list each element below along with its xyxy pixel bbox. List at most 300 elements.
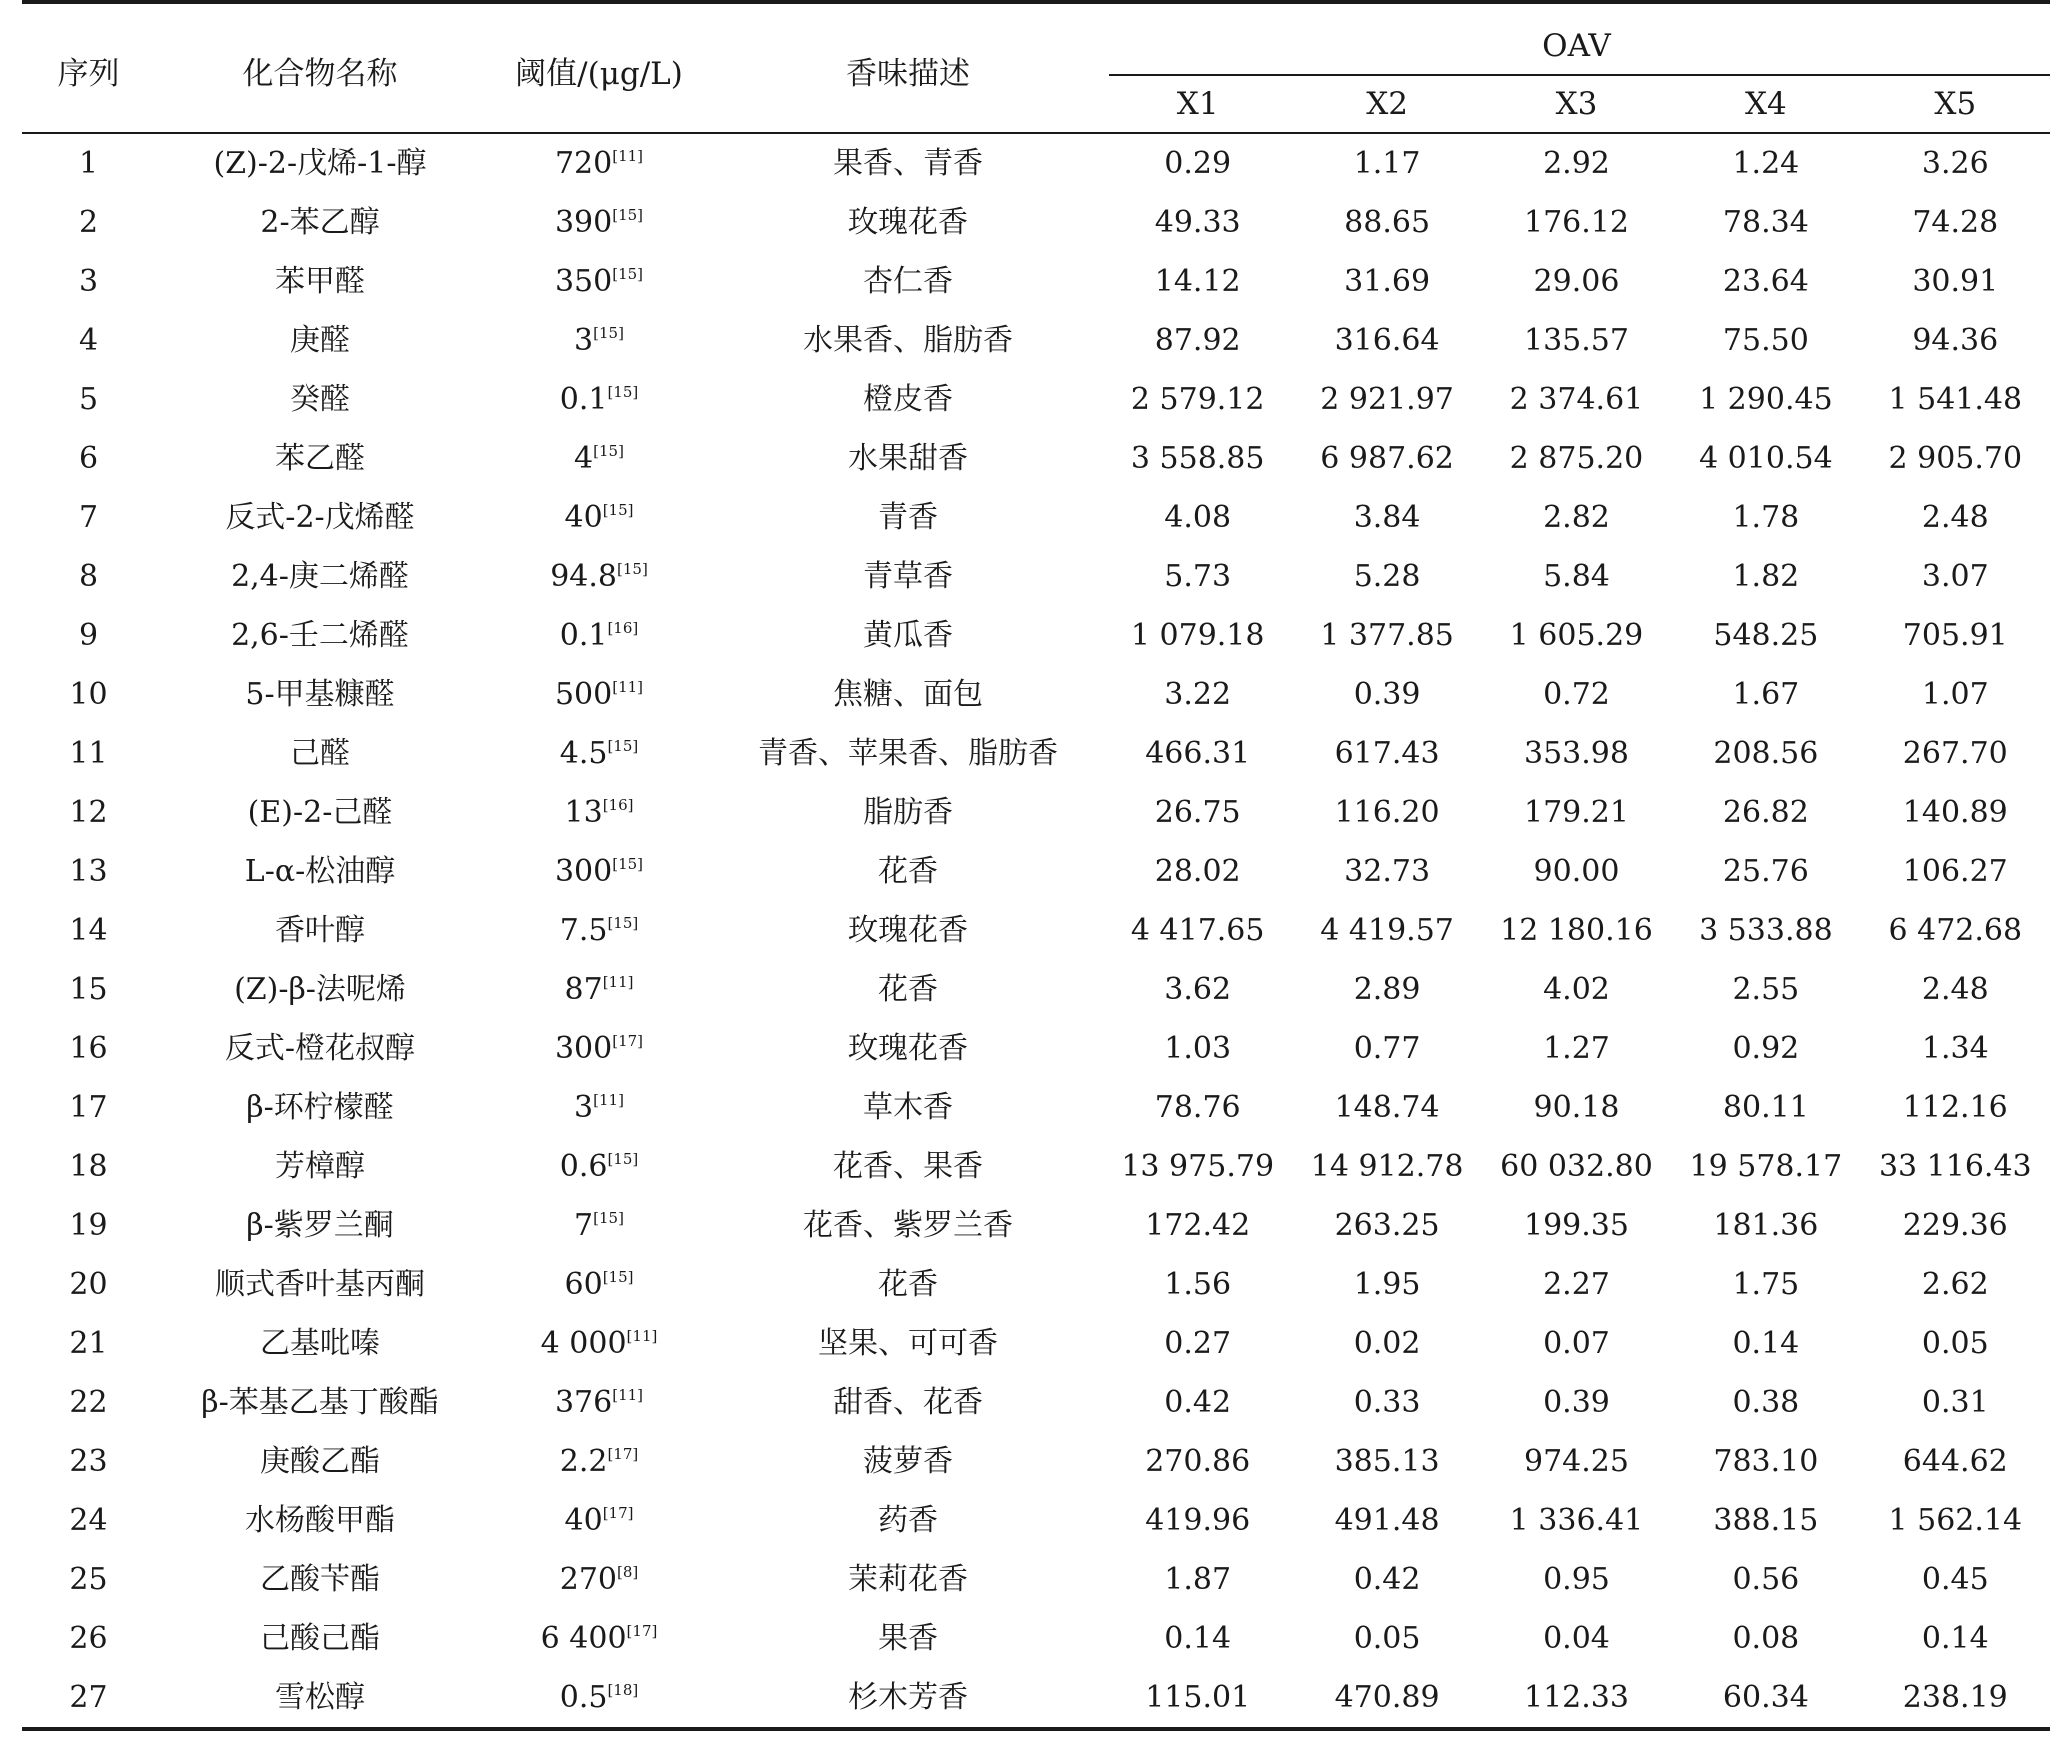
cell-threshold bbox=[485, 370, 713, 429]
threshold-value: 0.5 bbox=[559, 1679, 608, 1715]
threshold-value: 300 bbox=[554, 1030, 613, 1066]
cell-oav-x1: 4.08 bbox=[1164, 499, 1232, 535]
cell-oav-x4: 1.82 bbox=[1732, 558, 1800, 594]
threshold-value: 0.6 bbox=[559, 1148, 608, 1184]
threshold-value: 350 bbox=[554, 263, 613, 299]
table-row bbox=[22, 133, 2050, 193]
cell-threshold bbox=[485, 1432, 713, 1491]
threshold-value: 500 bbox=[554, 676, 613, 712]
cell-threshold bbox=[485, 252, 713, 311]
threshold-value: 7 bbox=[574, 1207, 594, 1243]
cell-compound-name: 癸醛 bbox=[290, 381, 350, 417]
cell-aroma: 水果甜香 bbox=[848, 440, 968, 476]
cell-oav-x3: 0.95 bbox=[1543, 1561, 1610, 1597]
cell-oav-x4: 19 578.17 bbox=[1689, 1148, 1843, 1184]
cell-oav-x2: 0.05 bbox=[1353, 1620, 1421, 1656]
cell-oav-x3: 2.27 bbox=[1543, 1266, 1610, 1302]
cell-compound-name: 5-甲基糠醛 bbox=[245, 676, 395, 712]
cell-oav-x4: 75.50 bbox=[1722, 322, 1809, 358]
cell-compound-name: (E)-2-己醛 bbox=[247, 794, 393, 830]
table-row bbox=[22, 1668, 2050, 1729]
threshold-value: 94.8 bbox=[550, 558, 617, 594]
table-row bbox=[22, 1019, 2050, 1078]
cell-oav-x5: 644.62 bbox=[1902, 1443, 2008, 1479]
cell-oav-x4: 0.92 bbox=[1732, 1030, 1800, 1066]
cell-oav-x3: 60 032.80 bbox=[1500, 1148, 1653, 1184]
cell-threshold bbox=[485, 842, 713, 901]
threshold-value: 4 bbox=[574, 440, 594, 476]
cell-aroma: 青草香 bbox=[863, 558, 953, 594]
cell-compound-name: 庚酸乙酯 bbox=[260, 1443, 380, 1479]
cell-threshold bbox=[485, 1550, 713, 1609]
cell-oav-x2: 0.39 bbox=[1353, 676, 1421, 712]
cell-threshold bbox=[485, 1137, 713, 1196]
table-row bbox=[22, 665, 2050, 724]
cell-threshold bbox=[485, 606, 713, 665]
header-oav-group bbox=[1103, 2, 2050, 76]
cell-oav-x3: 0.72 bbox=[1543, 676, 1610, 712]
cell-oav-x2: 1.17 bbox=[1353, 145, 1421, 181]
cell-oav-x1: 26.75 bbox=[1154, 794, 1241, 830]
cell-oav-x1: 1.87 bbox=[1164, 1561, 1232, 1597]
table-row bbox=[22, 1196, 2050, 1255]
cell-seq: 17 bbox=[69, 1089, 108, 1125]
cell-threshold bbox=[485, 960, 713, 1019]
cell-compound-name: 水杨酸甲酯 bbox=[245, 1502, 395, 1538]
cell-oav-x3: 2.82 bbox=[1543, 499, 1610, 535]
cell-seq: 14 bbox=[69, 912, 108, 948]
threshold-value: 7.5 bbox=[559, 912, 608, 948]
cell-oav-x4: 1.67 bbox=[1732, 676, 1800, 712]
cell-compound-name: 苯乙醛 bbox=[275, 440, 365, 476]
cell-seq: 26 bbox=[69, 1620, 108, 1656]
reference-marker: [11] bbox=[612, 146, 644, 165]
cell-oav-x5: 140.89 bbox=[1902, 794, 2008, 830]
cell-oav-x4: 80.11 bbox=[1722, 1089, 1809, 1125]
reference-marker: [16] bbox=[602, 795, 634, 814]
cell-oav-x3: 179.21 bbox=[1523, 794, 1629, 830]
oav-table-container bbox=[22, 0, 2050, 1731]
table-row bbox=[22, 1432, 2050, 1491]
cell-oav-x5: 0.05 bbox=[1921, 1325, 1989, 1361]
header-oav-x1: X1 bbox=[1103, 76, 1292, 133]
cell-oav-x5: 267.70 bbox=[1902, 735, 2008, 771]
cell-seq: 23 bbox=[69, 1443, 108, 1479]
cell-oav-x1: 1.03 bbox=[1164, 1030, 1232, 1066]
cell-oav-x4: 181.36 bbox=[1713, 1207, 1819, 1243]
cell-compound-name: (Z)-β-法呢烯 bbox=[234, 971, 406, 1007]
cell-oav-x4: 0.38 bbox=[1732, 1384, 1800, 1420]
threshold-value: 40 bbox=[564, 499, 603, 535]
cell-oav-x2: 2.89 bbox=[1353, 971, 1421, 1007]
cell-oav-x4: 1.75 bbox=[1732, 1266, 1800, 1302]
cell-aroma: 杏仁香 bbox=[863, 263, 953, 299]
reference-marker: [15] bbox=[593, 441, 624, 460]
cell-seq: 7 bbox=[78, 499, 99, 535]
cell-oav-x4: 1.24 bbox=[1732, 145, 1800, 181]
cell-oav-x3: 176.12 bbox=[1523, 204, 1629, 240]
header-oav-x4: X4 bbox=[1671, 76, 1860, 133]
cell-oav-x1: 4 417.65 bbox=[1130, 912, 1265, 948]
table-row bbox=[22, 842, 2050, 901]
header-aroma: 香味描述 bbox=[713, 2, 1103, 133]
header-oav-label: OAV bbox=[1542, 27, 1611, 64]
cell-compound-name: (Z)-2-戊烯-1-醇 bbox=[213, 145, 427, 181]
cell-oav-x5: 106.27 bbox=[1902, 853, 2008, 889]
cell-threshold bbox=[485, 133, 713, 193]
cell-oav-x4: 0.56 bbox=[1732, 1561, 1800, 1597]
reference-marker: [11] bbox=[593, 1090, 624, 1109]
threshold-value: 0.1 bbox=[559, 617, 608, 653]
threshold-value: 390 bbox=[554, 204, 613, 240]
cell-oav-x2: 1.95 bbox=[1353, 1266, 1421, 1302]
cell-oav-x3: 2.92 bbox=[1543, 145, 1610, 181]
table-row bbox=[22, 783, 2050, 842]
cell-oav-x4: 0.14 bbox=[1732, 1325, 1800, 1361]
cell-seq: 9 bbox=[78, 617, 99, 653]
cell-threshold bbox=[485, 488, 713, 547]
threshold-value: 300 bbox=[554, 853, 613, 889]
table-row bbox=[22, 311, 2050, 370]
cell-oav-x3: 0.07 bbox=[1543, 1325, 1610, 1361]
cell-oav-x5: 2.48 bbox=[1921, 499, 1989, 535]
cell-oav-x2: 88.65 bbox=[1344, 204, 1431, 240]
cell-seq: 4 bbox=[78, 322, 99, 358]
cell-threshold bbox=[485, 311, 713, 370]
cell-seq: 6 bbox=[78, 440, 99, 476]
cell-oav-x1: 466.31 bbox=[1145, 735, 1251, 771]
table-row bbox=[22, 1255, 2050, 1314]
cell-oav-x4: 26.82 bbox=[1722, 794, 1809, 830]
cell-oav-x5: 1.07 bbox=[1921, 676, 1989, 712]
cell-threshold bbox=[485, 1196, 713, 1255]
header-threshold: 阈值/(μg/L) bbox=[485, 2, 713, 133]
cell-oav-x3: 135.57 bbox=[1523, 322, 1629, 358]
reference-marker: [15] bbox=[593, 323, 624, 342]
threshold-value: 2.2 bbox=[559, 1443, 608, 1479]
cell-oav-x5: 3.07 bbox=[1921, 558, 1989, 594]
cell-oav-x3: 29.06 bbox=[1533, 263, 1620, 299]
cell-seq: 3 bbox=[78, 263, 99, 299]
cell-seq: 21 bbox=[69, 1325, 108, 1361]
cell-aroma: 橙皮香 bbox=[863, 381, 953, 417]
cell-aroma: 果香 bbox=[878, 1620, 938, 1656]
cell-oav-x2: 116.20 bbox=[1334, 794, 1440, 830]
cell-seq: 15 bbox=[69, 971, 108, 1007]
cell-oav-x3: 90.00 bbox=[1533, 853, 1620, 889]
header-oav-x2: X2 bbox=[1292, 76, 1481, 133]
cell-seq: 25 bbox=[69, 1561, 108, 1597]
cell-oav-x1: 3 558.85 bbox=[1130, 440, 1265, 476]
cell-aroma: 茉莉花香 bbox=[848, 1561, 968, 1597]
reference-marker: [18] bbox=[607, 1680, 639, 1699]
cell-seq: 11 bbox=[69, 735, 108, 771]
cell-oav-x3: 1 605.29 bbox=[1509, 617, 1644, 653]
cell-oav-x5: 33 116.43 bbox=[1878, 1148, 2032, 1184]
cell-oav-x1: 87.92 bbox=[1154, 322, 1241, 358]
cell-aroma: 玫瑰花香 bbox=[848, 204, 968, 240]
cell-compound-name: β-紫罗兰酮 bbox=[246, 1207, 394, 1243]
cell-oav-x4: 208.56 bbox=[1713, 735, 1819, 771]
reference-marker: [15] bbox=[607, 913, 639, 932]
reference-marker: [15] bbox=[602, 500, 634, 519]
reference-marker: [11] bbox=[602, 972, 634, 991]
cell-aroma: 菠萝香 bbox=[863, 1443, 953, 1479]
cell-aroma: 脂肪香 bbox=[863, 794, 953, 830]
reference-marker: [15] bbox=[612, 264, 644, 283]
table-row bbox=[22, 1491, 2050, 1550]
cell-threshold bbox=[485, 1609, 713, 1668]
cell-oav-x5: 2.48 bbox=[1921, 971, 1989, 1007]
threshold-value: 6 400 bbox=[540, 1620, 627, 1656]
cell-threshold bbox=[485, 429, 713, 488]
cell-seq: 1 bbox=[78, 145, 99, 181]
cell-oav-x1: 5.73 bbox=[1164, 558, 1232, 594]
cell-oav-x2: 0.77 bbox=[1353, 1030, 1421, 1066]
cell-oav-x2: 385.13 bbox=[1334, 1443, 1440, 1479]
cell-oav-x5: 705.91 bbox=[1902, 617, 2008, 653]
cell-seq: 24 bbox=[69, 1502, 108, 1538]
table-row bbox=[22, 370, 2050, 429]
cell-oav-x1: 28.02 bbox=[1154, 853, 1241, 889]
table-row bbox=[22, 1609, 2050, 1668]
cell-compound-name: 2-苯乙醇 bbox=[260, 204, 380, 240]
cell-oav-x1: 0.42 bbox=[1164, 1384, 1232, 1420]
cell-seq: 22 bbox=[69, 1384, 108, 1420]
cell-aroma: 药香 bbox=[878, 1502, 938, 1538]
threshold-value: 13 bbox=[564, 794, 603, 830]
cell-oav-x2: 316.64 bbox=[1334, 322, 1440, 358]
oav-table bbox=[22, 0, 2050, 1731]
cell-seq: 2 bbox=[78, 204, 99, 240]
cell-oav-x5: 2 905.70 bbox=[1888, 440, 2023, 476]
cell-aroma: 甜香、花香 bbox=[833, 1384, 983, 1420]
cell-compound-name: 苯甲醛 bbox=[275, 263, 365, 299]
cell-compound-name: 2,6-壬二烯醛 bbox=[231, 617, 409, 653]
cell-threshold bbox=[485, 1078, 713, 1137]
table-row bbox=[22, 1314, 2050, 1373]
cell-oav-x2: 32.73 bbox=[1344, 853, 1431, 889]
cell-oav-x5: 6 472.68 bbox=[1888, 912, 2023, 948]
threshold-value: 0.1 bbox=[559, 381, 608, 417]
cell-oav-x5: 238.19 bbox=[1861, 1668, 2050, 1729]
cell-threshold bbox=[485, 1314, 713, 1373]
cell-compound-name: 庚醛 bbox=[290, 322, 350, 358]
cell-oav-x2: 4 419.57 bbox=[1320, 912, 1454, 948]
cell-oav-x3: 353.98 bbox=[1523, 735, 1629, 771]
reference-marker: [15] bbox=[607, 382, 639, 401]
table-row bbox=[22, 901, 2050, 960]
cell-compound-name: 2,4-庚二烯醛 bbox=[231, 558, 409, 594]
reference-marker: [15] bbox=[593, 1208, 624, 1227]
reference-marker: [15] bbox=[617, 559, 648, 578]
cell-oav-x4: 1 290.45 bbox=[1699, 381, 1833, 417]
cell-oav-x1: 3.22 bbox=[1164, 676, 1232, 712]
cell-oav-x5: 0.31 bbox=[1921, 1384, 1989, 1420]
cell-aroma: 草木香 bbox=[863, 1089, 953, 1125]
cell-compound-name: 己醛 bbox=[290, 735, 350, 771]
cell-aroma: 焦糖、面包 bbox=[833, 676, 983, 712]
reference-marker: [17] bbox=[626, 1621, 658, 1640]
cell-oav-x3: 12 180.16 bbox=[1500, 912, 1653, 948]
cell-oav-x5: 1 562.14 bbox=[1888, 1502, 2023, 1538]
cell-threshold bbox=[485, 901, 713, 960]
cell-threshold bbox=[485, 1373, 713, 1432]
cell-threshold bbox=[485, 547, 713, 606]
reference-marker: [16] bbox=[607, 618, 639, 637]
oav-group-rule bbox=[1109, 74, 2050, 76]
cell-oav-x5: 229.36 bbox=[1902, 1207, 2008, 1243]
cell-oav-x2: 148.74 bbox=[1334, 1089, 1440, 1125]
cell-aroma: 花香 bbox=[878, 853, 938, 889]
cell-aroma: 杉木芳香 bbox=[713, 1668, 1103, 1729]
cell-aroma: 黄瓜香 bbox=[863, 617, 953, 653]
cell-compound-name: β-环柠檬醛 bbox=[246, 1089, 394, 1125]
cell-seq: 5 bbox=[78, 381, 99, 417]
table-row bbox=[22, 488, 2050, 547]
cell-oav-x3: 1.27 bbox=[1543, 1030, 1610, 1066]
cell-compound-name: 反式-橙花叔醇 bbox=[224, 1030, 416, 1066]
header-compound-name: 化合物名称 bbox=[155, 2, 485, 133]
cell-aroma: 花香、紫罗兰香 bbox=[803, 1207, 1013, 1243]
cell-oav-x5: 3.26 bbox=[1921, 145, 1989, 181]
cell-threshold bbox=[485, 1255, 713, 1314]
cell-oav-x2: 263.25 bbox=[1334, 1207, 1440, 1243]
cell-seq: 16 bbox=[69, 1030, 108, 1066]
cell-seq: 12 bbox=[69, 794, 108, 830]
cell-oav-x2: 0.42 bbox=[1353, 1561, 1421, 1597]
cell-oav-x5: 94.36 bbox=[1912, 322, 1999, 358]
cell-threshold bbox=[485, 665, 713, 724]
cell-oav-x3: 90.18 bbox=[1533, 1089, 1620, 1125]
reference-marker: [15] bbox=[602, 1267, 634, 1286]
cell-oav-x1: 0.14 bbox=[1164, 1620, 1232, 1656]
cell-oav-x3: 0.39 bbox=[1543, 1384, 1610, 1420]
header-oav-x3: X3 bbox=[1482, 76, 1671, 133]
cell-oav-x1: 0.29 bbox=[1164, 145, 1232, 181]
cell-oav-x3: 0.04 bbox=[1543, 1620, 1610, 1656]
cell-seq: 19 bbox=[69, 1207, 108, 1243]
cell-oav-x4: 783.10 bbox=[1713, 1443, 1819, 1479]
table-row bbox=[22, 193, 2050, 252]
cell-oav-x1: 2 579.12 bbox=[1130, 381, 1265, 417]
cell-aroma: 青香 bbox=[878, 499, 938, 535]
threshold-value: 60 bbox=[564, 1266, 603, 1302]
cell-compound-name: 乙酸苄酯 bbox=[260, 1561, 380, 1597]
cell-oav-x1: 13 975.79 bbox=[1121, 1148, 1275, 1184]
reference-marker: [11] bbox=[612, 677, 644, 696]
cell-compound-name: 己酸己酯 bbox=[260, 1620, 380, 1656]
table-row bbox=[22, 1137, 2050, 1196]
cell-oav-x2: 6 987.62 bbox=[1320, 440, 1454, 476]
threshold-value: 270 bbox=[559, 1561, 617, 1597]
reference-marker: [15] bbox=[612, 205, 644, 224]
table-row bbox=[22, 547, 2050, 606]
cell-compound-name: 反式-2-戊烯醛 bbox=[225, 499, 415, 535]
cell-oav-x1: 1.56 bbox=[1164, 1266, 1232, 1302]
cell-seq: 10 bbox=[69, 676, 108, 712]
reference-marker: [15] bbox=[607, 736, 639, 755]
threshold-value: 3 bbox=[574, 1089, 594, 1125]
cell-compound-name: 香叶醇 bbox=[275, 912, 365, 948]
cell-oav-x5: 74.28 bbox=[1912, 204, 1999, 240]
header-oav-x5: X5 bbox=[1861, 76, 2050, 133]
cell-oav-x4: 2.55 bbox=[1732, 971, 1800, 1007]
cell-seq: 13 bbox=[69, 853, 108, 889]
cell-oav-x4: 4 010.54 bbox=[1699, 440, 1833, 476]
reference-marker: [11] bbox=[612, 1385, 644, 1404]
cell-oav-x5: 2.62 bbox=[1921, 1266, 1989, 1302]
cell-oav-x4: 78.34 bbox=[1722, 204, 1809, 240]
cell-aroma: 玫瑰花香 bbox=[848, 1030, 968, 1066]
header-seq: 序列 bbox=[22, 2, 155, 133]
cell-oav-x2: 3.84 bbox=[1353, 499, 1421, 535]
cell-oav-x2: 0.33 bbox=[1353, 1384, 1421, 1420]
cell-threshold bbox=[485, 783, 713, 842]
cell-oav-x5: 0.45 bbox=[1921, 1561, 1989, 1597]
cell-oav-x5: 1 541.48 bbox=[1888, 381, 2023, 417]
table-row bbox=[22, 252, 2050, 311]
cell-oav-x1: 270.86 bbox=[1145, 1443, 1251, 1479]
cell-threshold bbox=[485, 1668, 713, 1729]
cell-compound-name: 乙基吡嗪 bbox=[260, 1325, 380, 1361]
reference-marker: [15] bbox=[612, 854, 644, 873]
cell-oav-x2: 470.89 bbox=[1292, 1668, 1481, 1729]
cell-oav-x4: 388.15 bbox=[1713, 1502, 1819, 1538]
cell-aroma: 青香、苹果香、脂肪香 bbox=[758, 735, 1058, 771]
cell-oav-x1: 172.42 bbox=[1145, 1207, 1251, 1243]
cell-oav-x2: 617.43 bbox=[1334, 735, 1440, 771]
threshold-value: 4.5 bbox=[559, 735, 608, 771]
table-row bbox=[22, 606, 2050, 665]
cell-oav-x4: 25.76 bbox=[1722, 853, 1809, 889]
table-row bbox=[22, 960, 2050, 1019]
reference-marker: [15] bbox=[607, 1149, 639, 1168]
cell-oav-x2: 491.48 bbox=[1334, 1502, 1440, 1538]
threshold-value: 40 bbox=[564, 1502, 603, 1538]
cell-oav-x1: 419.96 bbox=[1145, 1502, 1251, 1538]
threshold-value: 720 bbox=[554, 145, 613, 181]
cell-oav-x2: 0.02 bbox=[1353, 1325, 1421, 1361]
cell-oav-x3: 1 336.41 bbox=[1509, 1502, 1644, 1538]
reference-marker: [11] bbox=[626, 1326, 658, 1345]
cell-seq: 18 bbox=[69, 1148, 108, 1184]
reference-marker: [17] bbox=[607, 1444, 639, 1463]
cell-oav-x4: 548.25 bbox=[1713, 617, 1819, 653]
threshold-value: 376 bbox=[554, 1384, 613, 1420]
cell-threshold bbox=[485, 1019, 713, 1078]
cell-oav-x3: 2 875.20 bbox=[1509, 440, 1644, 476]
cell-oav-x1: 14.12 bbox=[1154, 263, 1241, 299]
cell-oav-x2: 31.69 bbox=[1344, 263, 1431, 299]
cell-threshold bbox=[485, 724, 713, 783]
cell-oav-x5: 1.34 bbox=[1921, 1030, 1989, 1066]
cell-threshold bbox=[485, 1491, 713, 1550]
cell-oav-x2: 14 912.78 bbox=[1310, 1148, 1464, 1184]
threshold-value: 4 000 bbox=[540, 1325, 627, 1361]
cell-oav-x2: 5.28 bbox=[1353, 558, 1421, 594]
threshold-value: 3 bbox=[574, 322, 594, 358]
cell-seq: 20 bbox=[69, 1266, 108, 1302]
cell-oav-x1: 3.62 bbox=[1164, 971, 1232, 1007]
cell-oav-x4: 1.78 bbox=[1732, 499, 1800, 535]
cell-compound-name: L-α-松油醇 bbox=[244, 853, 396, 889]
table-row bbox=[22, 1550, 2050, 1609]
cell-seq: 27 bbox=[22, 1668, 155, 1729]
cell-seq: 8 bbox=[78, 558, 99, 594]
cell-threshold bbox=[485, 193, 713, 252]
cell-oav-x5: 30.91 bbox=[1912, 263, 1999, 299]
